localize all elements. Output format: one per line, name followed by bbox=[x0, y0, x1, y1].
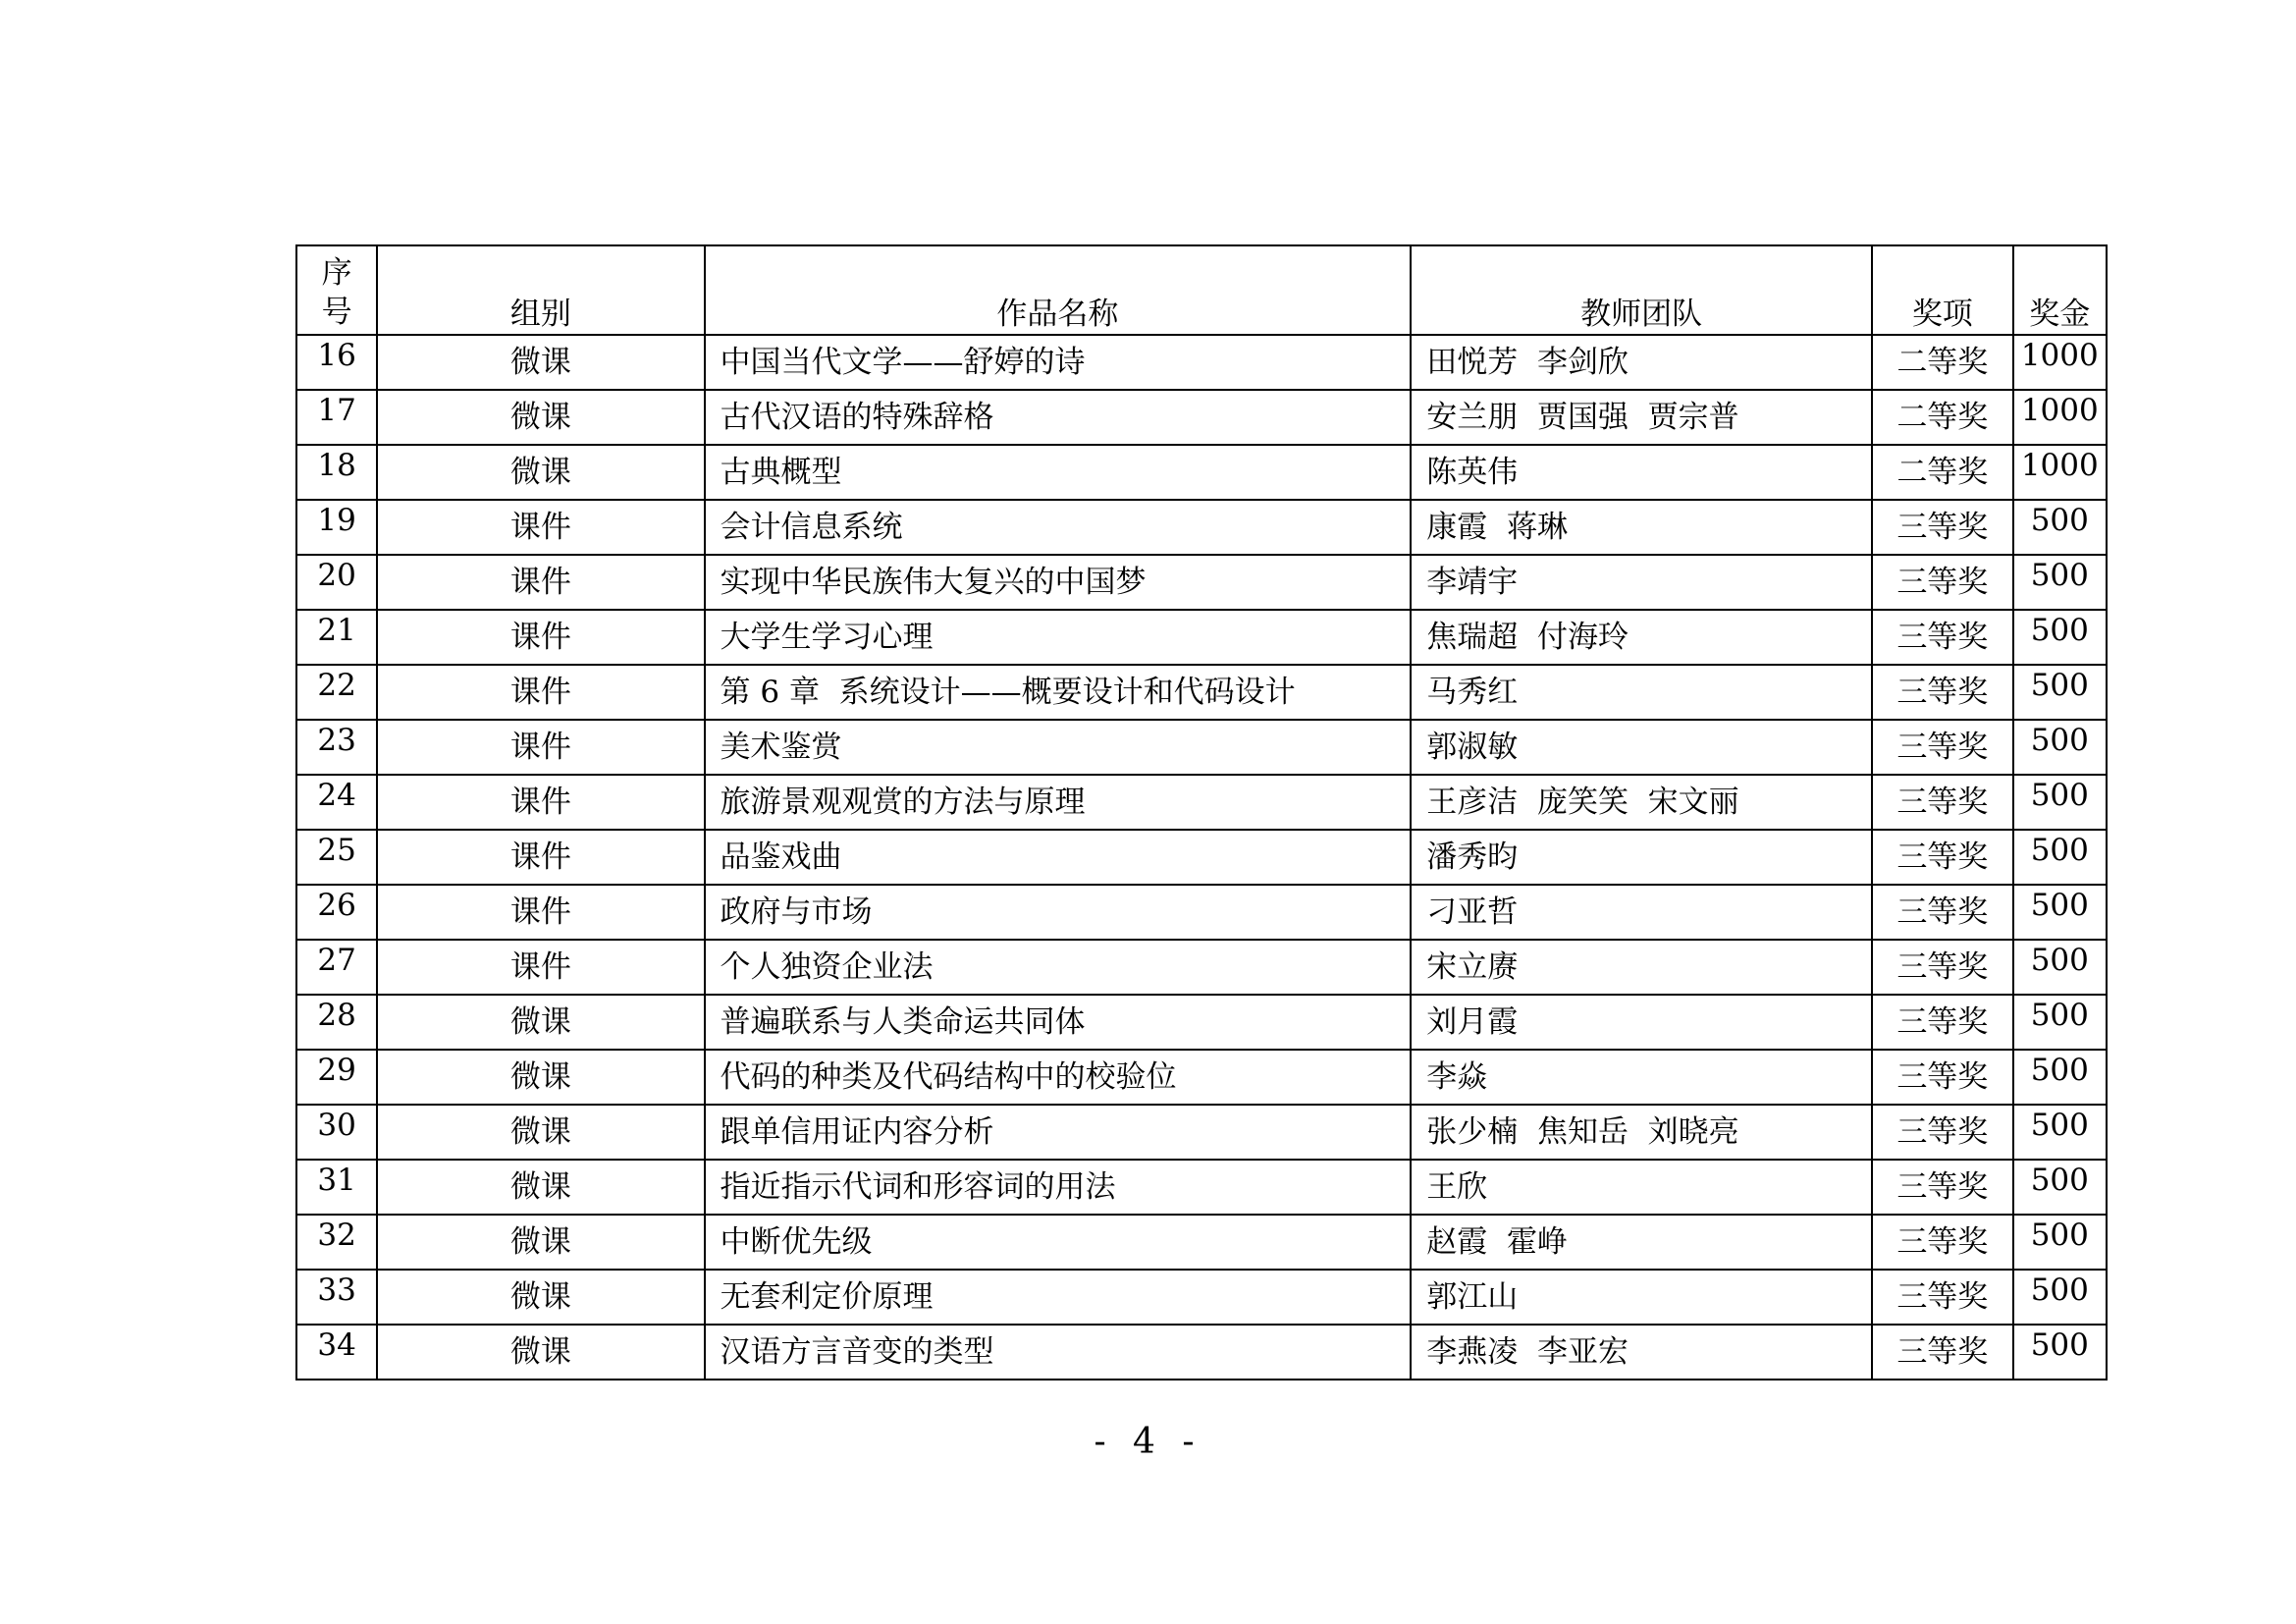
work-title-cell: 中断优先级 bbox=[705, 1215, 1412, 1270]
work-title-cell: 中国当代文学——舒婷的诗 bbox=[705, 335, 1412, 390]
award-cell: 三等奖 bbox=[1872, 1160, 2013, 1215]
group-cell: 课件 bbox=[377, 610, 704, 665]
work-title-cell: 大学生学习心理 bbox=[705, 610, 1412, 665]
group-cell: 课件 bbox=[377, 775, 704, 830]
serial-number-cell: 32 bbox=[296, 1215, 377, 1270]
header-row bbox=[296, 245, 2107, 335]
teacher-team-cell: 郭淑敏 bbox=[1411, 720, 1872, 775]
header-serial-line1: 序 bbox=[321, 255, 352, 291]
table-row bbox=[296, 940, 2107, 995]
prize-money-cell: 500 bbox=[2013, 1215, 2107, 1270]
prize-money-cell: 500 bbox=[2013, 665, 2107, 720]
prize-money-cell: 500 bbox=[2013, 1050, 2107, 1105]
work-title-cell: 会计信息系统 bbox=[705, 500, 1412, 555]
award-cell: 三等奖 bbox=[1872, 1105, 2013, 1160]
award-cell: 三等奖 bbox=[1872, 885, 2013, 940]
work-title-cell: 汉语方言音变的类型 bbox=[705, 1325, 1412, 1380]
work-title-cell: 第 6 章 系统设计——概要设计和代码设计 bbox=[705, 665, 1412, 720]
table-row bbox=[296, 1215, 2107, 1270]
serial-number-cell: 30 bbox=[296, 1105, 377, 1160]
group-cell: 微课 bbox=[377, 1105, 704, 1160]
group-cell: 微课 bbox=[377, 995, 704, 1050]
prize-money-cell: 500 bbox=[2013, 555, 2107, 610]
work-title-cell: 古代汉语的特殊辞格 bbox=[705, 390, 1412, 445]
teacher-team-cell: 康霞 蒋琳 bbox=[1411, 500, 1872, 555]
serial-number-cell: 22 bbox=[296, 665, 377, 720]
teacher-team-cell: 李焱 bbox=[1411, 1050, 1872, 1105]
award-cell: 三等奖 bbox=[1872, 1215, 2013, 1270]
serial-number-cell: 28 bbox=[296, 995, 377, 1050]
prize-money-cell: 500 bbox=[2013, 1160, 2107, 1215]
prize-money-cell: 500 bbox=[2013, 1325, 2107, 1380]
header-award: 奖项 bbox=[1872, 245, 2013, 335]
header-teacher-team: 教师团队 bbox=[1411, 245, 1872, 335]
teacher-team-cell: 安兰朋 贾国强 贾宗普 bbox=[1411, 390, 1872, 445]
teacher-team-cell: 李燕凌 李亚宏 bbox=[1411, 1325, 1872, 1380]
teacher-team-cell: 张少楠 焦知岳 刘晓亮 bbox=[1411, 1105, 1872, 1160]
prize-money-cell: 500 bbox=[2013, 720, 2107, 775]
teacher-team-cell: 李靖宇 bbox=[1411, 555, 1872, 610]
group-cell: 课件 bbox=[377, 830, 704, 885]
table-row bbox=[296, 775, 2107, 830]
work-title-cell: 无套利定价原理 bbox=[705, 1270, 1412, 1325]
prize-money-cell: 500 bbox=[2013, 940, 2107, 995]
work-title-cell: 指近指示代词和形容词的用法 bbox=[705, 1160, 1412, 1215]
table-row bbox=[296, 830, 2107, 885]
prize-money-cell: 500 bbox=[2013, 610, 2107, 665]
prize-money-cell: 500 bbox=[2013, 885, 2107, 940]
award-cell: 三等奖 bbox=[1872, 610, 2013, 665]
group-cell: 微课 bbox=[377, 1215, 704, 1270]
serial-number-cell: 23 bbox=[296, 720, 377, 775]
award-cell: 三等奖 bbox=[1872, 830, 2013, 885]
table-row bbox=[296, 885, 2107, 940]
table-header bbox=[296, 245, 2107, 335]
award-cell: 三等奖 bbox=[1872, 1270, 2013, 1325]
group-cell: 微课 bbox=[377, 1325, 704, 1380]
serial-number-cell: 18 bbox=[296, 445, 377, 500]
table-row bbox=[296, 720, 2107, 775]
table-row bbox=[296, 1050, 2107, 1105]
header-work-title: 作品名称 bbox=[705, 245, 1412, 335]
table-row bbox=[296, 1270, 2107, 1325]
serial-number-cell: 27 bbox=[296, 940, 377, 995]
teacher-team-cell: 王欣 bbox=[1411, 1160, 1872, 1215]
header-serial-line2: 号 bbox=[321, 295, 352, 330]
award-cell: 三等奖 bbox=[1872, 1325, 2013, 1380]
group-cell: 微课 bbox=[377, 445, 704, 500]
table-row bbox=[296, 555, 2107, 610]
work-title-cell: 政府与市场 bbox=[705, 885, 1412, 940]
prize-money-cell: 500 bbox=[2013, 995, 2107, 1050]
award-cell: 二等奖 bbox=[1872, 390, 2013, 445]
teacher-team-cell: 马秀红 bbox=[1411, 665, 1872, 720]
table-row bbox=[296, 335, 2107, 390]
table-row bbox=[296, 995, 2107, 1050]
prize-money-cell: 500 bbox=[2013, 830, 2107, 885]
serial-number-cell: 17 bbox=[296, 390, 377, 445]
work-title-cell: 个人独资企业法 bbox=[705, 940, 1412, 995]
teacher-team-cell: 王彦洁 庞笑笑 宋文丽 bbox=[1411, 775, 1872, 830]
work-title-cell: 旅游景观观赏的方法与原理 bbox=[705, 775, 1412, 830]
serial-number-cell: 26 bbox=[296, 885, 377, 940]
group-cell: 微课 bbox=[377, 390, 704, 445]
teacher-team-cell: 刘月霞 bbox=[1411, 995, 1872, 1050]
award-cell: 三等奖 bbox=[1872, 555, 2013, 610]
group-cell: 课件 bbox=[377, 885, 704, 940]
table-row bbox=[296, 390, 2107, 445]
serial-number-cell: 33 bbox=[296, 1270, 377, 1325]
table-row bbox=[296, 1160, 2107, 1215]
serial-number-cell: 31 bbox=[296, 1160, 377, 1215]
work-title-cell: 实现中华民族伟大复兴的中国梦 bbox=[705, 555, 1412, 610]
group-cell: 课件 bbox=[377, 500, 704, 555]
award-cell: 三等奖 bbox=[1872, 995, 2013, 1050]
teacher-team-cell: 刁亚哲 bbox=[1411, 885, 1872, 940]
teacher-team-cell: 赵霞 霍峥 bbox=[1411, 1215, 1872, 1270]
group-cell: 课件 bbox=[377, 940, 704, 995]
table-row bbox=[296, 1105, 2107, 1160]
prize-money-cell: 500 bbox=[2013, 500, 2107, 555]
prize-money-cell: 500 bbox=[2013, 775, 2107, 830]
teacher-team-cell: 郭江山 bbox=[1411, 1270, 1872, 1325]
table-body bbox=[296, 335, 2107, 1380]
serial-number-cell: 21 bbox=[296, 610, 377, 665]
prize-money-cell: 500 bbox=[2013, 1270, 2107, 1325]
group-cell: 课件 bbox=[377, 665, 704, 720]
page-number: - 4 - bbox=[1094, 1422, 1202, 1462]
table-row bbox=[296, 610, 2107, 665]
prize-money-cell: 1000 bbox=[2013, 445, 2107, 500]
serial-number-cell: 19 bbox=[296, 500, 377, 555]
serial-number-cell: 24 bbox=[296, 775, 377, 830]
group-cell: 课件 bbox=[377, 555, 704, 610]
work-title-cell: 古典概型 bbox=[705, 445, 1412, 500]
serial-number-cell: 34 bbox=[296, 1325, 377, 1380]
table-row bbox=[296, 500, 2107, 555]
award-list-table bbox=[295, 244, 2108, 1380]
teacher-team-cell: 宋立赓 bbox=[1411, 940, 1872, 995]
table-row bbox=[296, 1325, 2107, 1380]
header-prize-money: 奖金 bbox=[2013, 245, 2107, 335]
prize-money-cell: 500 bbox=[2013, 1105, 2107, 1160]
work-title-cell: 跟单信用证内容分析 bbox=[705, 1105, 1412, 1160]
header-serial-number bbox=[296, 245, 377, 335]
group-cell: 微课 bbox=[377, 1160, 704, 1215]
award-cell: 三等奖 bbox=[1872, 720, 2013, 775]
serial-number-cell: 16 bbox=[296, 335, 377, 390]
award-cell: 二等奖 bbox=[1872, 335, 2013, 390]
work-title-cell: 普遍联系与人类命运共同体 bbox=[705, 995, 1412, 1050]
award-cell: 三等奖 bbox=[1872, 500, 2013, 555]
work-title-cell: 代码的种类及代码结构中的校验位 bbox=[705, 1050, 1412, 1105]
group-cell: 微课 bbox=[377, 335, 704, 390]
teacher-team-cell: 陈英伟 bbox=[1411, 445, 1872, 500]
group-cell: 微课 bbox=[377, 1270, 704, 1325]
award-cell: 二等奖 bbox=[1872, 445, 2013, 500]
teacher-team-cell: 焦瑞超 付海玲 bbox=[1411, 610, 1872, 665]
serial-number-cell: 29 bbox=[296, 1050, 377, 1105]
teacher-team-cell: 田悦芳 李剑欣 bbox=[1411, 335, 1872, 390]
award-cell: 三等奖 bbox=[1872, 775, 2013, 830]
work-title-cell: 品鉴戏曲 bbox=[705, 830, 1412, 885]
header-group: 组别 bbox=[377, 245, 704, 335]
group-cell: 微课 bbox=[377, 1050, 704, 1105]
teacher-team-cell: 潘秀昀 bbox=[1411, 830, 1872, 885]
serial-number-cell: 25 bbox=[296, 830, 377, 885]
award-cell: 三等奖 bbox=[1872, 665, 2013, 720]
table-row bbox=[296, 665, 2107, 720]
prize-money-cell: 1000 bbox=[2013, 390, 2107, 445]
serial-number-cell: 20 bbox=[296, 555, 377, 610]
work-title-cell: 美术鉴赏 bbox=[705, 720, 1412, 775]
prize-money-cell: 1000 bbox=[2013, 335, 2107, 390]
table-row bbox=[296, 445, 2107, 500]
award-cell: 三等奖 bbox=[1872, 940, 2013, 995]
award-cell: 三等奖 bbox=[1872, 1050, 2013, 1105]
group-cell: 课件 bbox=[377, 720, 704, 775]
